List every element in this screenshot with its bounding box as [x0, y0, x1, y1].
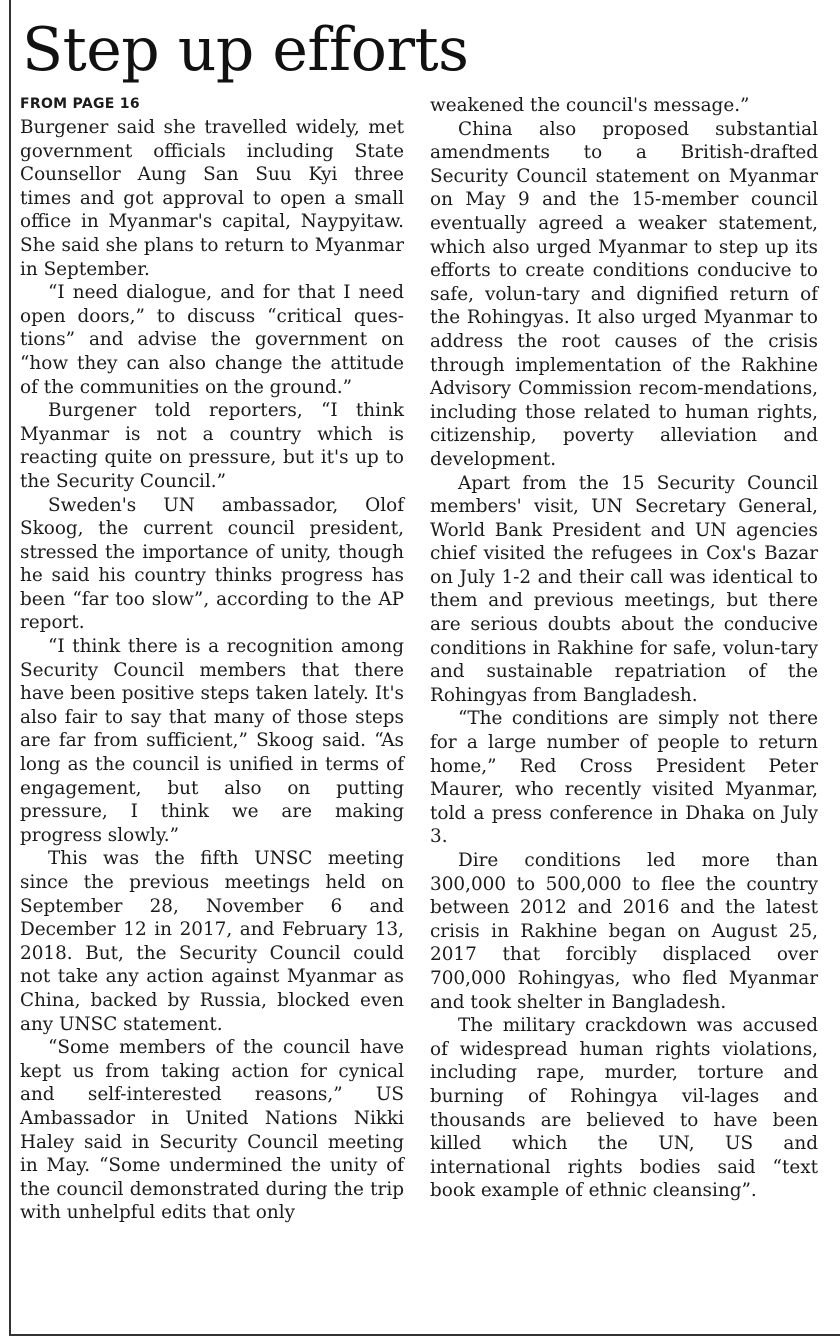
paragraph: weakened the council's message.”	[430, 95, 750, 116]
headline: Step up efforts	[22, 15, 469, 85]
paragraph: “Some members of the council have kept us from taking action for cynical and self-interested reasons,” US Ambassador in United Nations Nikki Haley said in Security Council meeting in May. “Some undermined the unity of the council demonstrated during the trip with unhelpful edits that only	[20, 1037, 404, 1224]
left-column	[20, 94, 404, 1225]
paragraph: China also proposed substantial amendments to a British-drafted Security Council statement on Myanmar on May 9 and the 15-member council eventually agreed a weaker statement, which also urged Myanmar to step up its efforts to create conditions conducive to safe, volun-tary and dignified return of the Rohingyas. It also urged Myanmar to address the root causes of the crisis through implementation of the Rakhine Advisory Commission recom-mendations, including those related to human rights, citizenship, poverty alleviation and development.	[430, 118, 818, 470]
left-column-rule	[9, 0, 11, 1334]
continuation-kicker: FROM PAGE 16	[20, 96, 140, 112]
paragraph: “I think there is a recognition among Security Council members that there have been positive steps taken lately. It's also fair to say that many of those steps are far from sufficient,” Skoog said. “As long as the council is unified in terms of engagement, but also on putting pressure, I think we are making progress slowly.”	[20, 636, 404, 846]
paragraph: Dire conditions led more than 300,000 to 500,000 to flee the country between 2012 and 2016 and the latest crisis in Rakhine began on August 25, 2017 that forcibly displaced over 700,000 Rohingyas, who fled Myanmar and took shelter in Bangladesh.	[430, 850, 818, 1013]
right-column	[430, 94, 818, 1203]
paragraph: Burgener told reporters, “I think Myanmar is not a country which is reacting quite on pressure, but it's up to the Security Council.”	[20, 400, 404, 492]
bottom-rule	[9, 1334, 840, 1336]
paragraph: “The conditions are simply not there for a large number of people to return home,” Red Cross President Peter Maurer, who recently visited Myanmar, told a press conference in Dhaka on July 3.	[430, 708, 818, 848]
paragraph: This was the fifth UNSC meeting since the previous meetings held on September 28, November 6 and December 12 in 2017, and February 13, 2018. But, the Security Council could not take any action against Myanmar as China, backed by Russia, blocked even any UNSC statement.	[20, 848, 404, 1035]
paragraph: Apart from the 15 Security Council members' visit, UN Secretary General, World Bank President and UN agencies chief visited the refugees in Cox's Bazar on July 1-2 and their call was identical to them and previous meetings, but there are serious doubts about the conducive conditions in Rakhine for safe, volun-tary and sustainable repatriation of the Rohingyas from Bangladesh.	[430, 472, 818, 706]
paragraph: “I need dialogue, and for that I need open doors,” to discuss “critical ques-tions” and advise the government on “how they can also change the attitude of the communities on the ground.”	[20, 282, 404, 398]
paragraph: The military crackdown was accused of widespread human rights violations, including rape, murder, torture and burning of Rohingya vil-lages and thousands are believed to have been killed which the UN, US and international rights bodies said “text book example of ethnic cleansing”.	[430, 1015, 818, 1202]
paragraph: Burgener said she travelled widely, met government officials including State Counsellor Aung San Suu Kyi three times and got approval to open a small office in Myanmar's capital, Naypyitaw. She said she plans to return to Myanmar in September.	[20, 117, 404, 280]
paragraph: Sweden's UN ambassador, Olof Skoog, the current council president, stressed the importance of unity, though he said his country thinks progress has been “far too slow”, according to the AP report.	[20, 494, 404, 634]
